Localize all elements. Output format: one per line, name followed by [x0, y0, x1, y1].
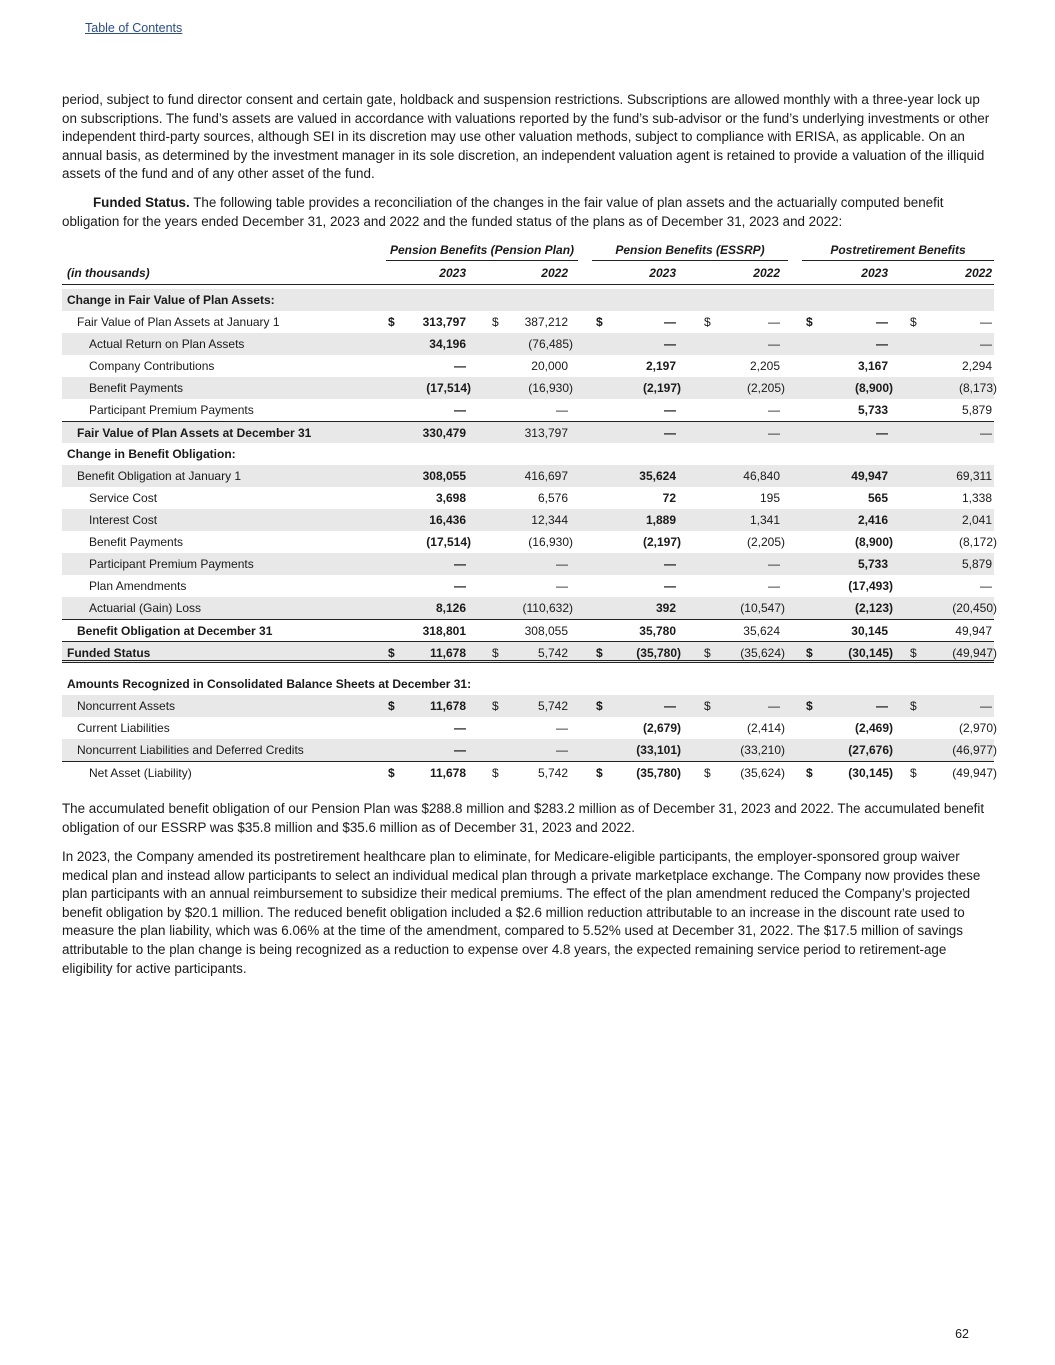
row-label: Noncurrent Assets	[77, 699, 176, 713]
table-cell: —	[556, 403, 568, 417]
table-cell: (35,624)	[740, 766, 785, 780]
table-cell: 387,212	[524, 315, 568, 329]
currency-symbol: $	[388, 766, 395, 780]
currency-symbol: $	[910, 766, 917, 780]
table-row	[62, 399, 994, 421]
table-cell: 8,126	[435, 601, 466, 615]
table-cell: 195	[759, 491, 780, 505]
table-cell: —	[664, 315, 676, 329]
row-label: Interest Cost	[89, 513, 158, 527]
table-cell: —	[454, 743, 466, 757]
row-label: Participant Premium Payments	[89, 403, 254, 417]
funded-status-table	[62, 241, 997, 783]
currency-symbol: $	[596, 699, 603, 713]
row-label: Actual Return on Plan Assets	[89, 337, 245, 351]
row-label: Fair Value of Plan Assets at December 31	[77, 426, 312, 440]
table-row	[62, 465, 994, 487]
table-cell: (16,930)	[528, 381, 573, 395]
table-cell: 5,742	[537, 766, 568, 780]
table-cell: 5,879	[961, 403, 992, 417]
table-cell: 12,344	[531, 513, 568, 527]
currency-symbol: $	[704, 766, 711, 780]
row-label: Fair Value of Plan Assets at January 1	[77, 315, 280, 329]
table-cell: 416,697	[524, 469, 568, 483]
table-cell: (8,900)	[854, 535, 893, 549]
table-row	[62, 761, 997, 783]
table-row	[62, 695, 994, 717]
table-cell: (33,210)	[740, 743, 785, 757]
table-cell: 11,678	[429, 699, 466, 713]
row-label: Funded Status	[67, 646, 151, 660]
table-cell: (2,679)	[642, 721, 681, 735]
row-label: Change in Fair Value of Plan Assets:	[67, 293, 275, 307]
row-label: Amounts Recognized in Consolidated Balance Sheets at December 31:	[67, 677, 472, 691]
table-cell: 16,436	[429, 513, 466, 527]
table-cell: —	[876, 315, 888, 329]
currency-symbol: $	[704, 315, 711, 329]
table-cell: —	[664, 699, 676, 713]
table-row	[62, 487, 994, 509]
table-row	[62, 333, 994, 355]
table-cell: 392	[655, 601, 676, 615]
table-cell: (2,205)	[746, 381, 785, 395]
table-cell: —	[556, 743, 568, 757]
currency-symbol: $	[806, 315, 813, 329]
row-label: Noncurrent Liabilities and Deferred Credits	[77, 743, 304, 757]
table-cell: 5,733	[857, 403, 888, 417]
section-header-row	[62, 443, 994, 465]
table-cell: (2,205)	[746, 535, 785, 549]
row-label: Current Liabilities	[77, 721, 170, 735]
intro-paragraph: period, subject to fund director consent and certain gate, holdback and suspension restrictions. Subscriptions are allowed monthly with a three-year lock up on subscriptions. The fund’s assets are valued in accordance with valuations reported by the fund’s sub-advisor or the fund’s underlying investments or other independent third-party sources, although SEI in its discretion may use other valuation methods, subject to compliance with ERISA, as applicable. On an annual basis, as determined by the investment manager in its sole discretion, an independent valuation agent is retained to provide a valuation of the illiquid assets of the fund and of any other asset of the fund.	[62, 92, 990, 182]
table-cell: (33,101)	[636, 743, 681, 757]
table-cell: 308,055	[422, 469, 466, 483]
table-cell: 49,947	[955, 624, 992, 638]
table-cell: —	[980, 337, 992, 351]
table-cell: 30,145	[851, 624, 888, 638]
table-cell: —	[980, 699, 992, 713]
currency-symbol: $	[388, 315, 395, 329]
table-cell: —	[768, 579, 780, 593]
table-cell: (30,145)	[848, 646, 893, 660]
table-cell: —	[454, 557, 466, 571]
row-label: Change in Benefit Obligation:	[67, 447, 236, 461]
table-cell: 34,196	[429, 337, 466, 351]
table-row	[62, 641, 997, 663]
table-cell: —	[768, 403, 780, 417]
table-cell: 11,678	[429, 646, 466, 660]
table-cell: (8,900)	[854, 381, 893, 395]
table-row	[62, 553, 994, 575]
table-cell: —	[454, 721, 466, 735]
currency-symbol: $	[492, 315, 499, 329]
table-row	[62, 739, 997, 761]
table-cell: 2,294	[961, 359, 992, 373]
table-cell: —	[664, 557, 676, 571]
table-cell: (17,514)	[426, 381, 471, 395]
table-cell: (16,930)	[528, 535, 573, 549]
table-cell: 5,733	[857, 557, 888, 571]
table-cell: (27,676)	[848, 743, 893, 757]
row-label: Net Asset (Liability)	[89, 766, 192, 780]
funded-status-text: The following table provides a reconciliation of the changes in the fair value of plan assets and the actuarially computed benefit obligation for the years ended December 31, 2023 and 2022 and the funded status of the plans as of December 31, 2023 and 2022:	[62, 195, 944, 229]
table-cell: —	[768, 337, 780, 351]
table-cell: 72	[662, 491, 676, 505]
table-group-header	[62, 241, 994, 261]
table-cell: (20,450)	[952, 601, 997, 615]
currency-symbol: $	[806, 699, 813, 713]
section-header-row	[62, 673, 994, 695]
table-cell: —	[556, 579, 568, 593]
table-cell: (49,947)	[952, 646, 997, 660]
row-label: Actuarial (Gain) Loss	[89, 601, 202, 615]
row-label: Plan Amendments	[89, 579, 187, 593]
table-cell: —	[876, 337, 888, 351]
table-cell: 6,576	[537, 491, 568, 505]
table-cell: —	[980, 579, 992, 593]
table-cell: (2,197)	[642, 381, 681, 395]
table-cell: (110,632)	[522, 601, 573, 615]
year-header: 2023	[439, 266, 466, 280]
table-row	[62, 531, 997, 553]
table-cell: (46,977)	[952, 743, 997, 757]
table-cell: 2,205	[749, 359, 780, 373]
table-cell: (8,172)	[958, 535, 997, 549]
group-header-postretirement: Postretirement Benefits	[802, 241, 994, 261]
table-cell: 35,780	[639, 624, 676, 638]
table-cell: 1,889	[645, 513, 676, 527]
currency-symbol: $	[910, 315, 917, 329]
row-label: Benefit Payments	[89, 381, 184, 395]
table-cell: (2,414)	[746, 721, 785, 735]
currency-symbol: $	[806, 646, 813, 660]
table-cell: 2,197	[645, 359, 676, 373]
table-cell: —	[664, 403, 676, 417]
table-cell: (10,547)	[740, 601, 785, 615]
units-label: (in thousands)	[67, 266, 150, 280]
table-cell: (35,780)	[636, 766, 681, 780]
table-spacer	[62, 663, 994, 673]
year-header: 2023	[861, 266, 888, 280]
table-cell: 308,055	[524, 624, 568, 638]
row-label: Company Contributions	[89, 359, 215, 373]
table-cell: —	[876, 426, 888, 440]
table-cell: —	[664, 426, 676, 440]
table-cell: (17,493)	[848, 579, 893, 593]
currency-symbol: $	[492, 766, 499, 780]
table-cell: 318,801	[422, 624, 466, 638]
table-cell: 5,742	[537, 699, 568, 713]
table-cell: (35,624)	[740, 646, 785, 660]
row-label: Benefit Obligation at January 1	[77, 469, 242, 483]
currency-symbol: $	[910, 646, 917, 660]
table-cell: —	[768, 557, 780, 571]
currency-symbol: $	[704, 646, 711, 660]
table-cell: (8,173)	[958, 381, 997, 395]
table-cell: (76,485)	[528, 337, 573, 351]
table-cell: 313,797	[422, 315, 466, 329]
table-row	[62, 717, 997, 739]
table-cell: 46,840	[743, 469, 780, 483]
table-cell: —	[454, 403, 466, 417]
table-row	[62, 509, 994, 531]
group-header-pension-plan: Pension Benefits (Pension Plan)	[386, 241, 578, 261]
accumulated-benefit-paragraph: The accumulated benefit obligation of our Pension Plan was $288.8 million and $283.2 million as of December 31, 2023 and 2022. The accumulated benefit obligation of our ESSRP was $35.8 million and $35.6 million as of December 31, 2023 and 2022.	[62, 801, 985, 835]
table-cell: (2,197)	[642, 535, 681, 549]
table-cell: (2,469)	[854, 721, 893, 735]
group-header-essrp: Pension Benefits (ESSRP)	[592, 241, 788, 261]
table-cell: 20,000	[531, 359, 568, 373]
year-header: 2022	[753, 266, 780, 280]
table-cell: 5,879	[961, 557, 992, 571]
currency-symbol: $	[596, 766, 603, 780]
year-header: 2023	[649, 266, 676, 280]
row-label: Benefit Obligation at December 31	[77, 624, 273, 638]
currency-symbol: $	[388, 646, 395, 660]
table-cell: —	[980, 426, 992, 440]
table-body	[62, 289, 997, 783]
table-cell: —	[768, 315, 780, 329]
table-year-header	[62, 261, 994, 285]
currency-symbol: $	[910, 699, 917, 713]
currency-symbol: $	[492, 699, 499, 713]
table-cell: (2,970)	[958, 721, 997, 735]
page-number: 62	[955, 1327, 969, 1341]
table-row	[62, 597, 997, 619]
table-cell: 35,624	[639, 469, 676, 483]
table-cell: (17,514)	[426, 535, 471, 549]
table-cell: —	[876, 699, 888, 713]
table-row	[62, 421, 994, 443]
currency-symbol: $	[806, 766, 813, 780]
table-cell: —	[768, 426, 780, 440]
section-header-row	[62, 289, 994, 311]
currency-symbol: $	[596, 646, 603, 660]
year-header: 2022	[965, 266, 992, 280]
table-cell: —	[556, 557, 568, 571]
table-row	[62, 377, 997, 399]
table-cell: —	[664, 337, 676, 351]
table-of-contents-link[interactable]: Table of Contents	[85, 21, 183, 35]
table-cell: 1,338	[961, 491, 992, 505]
table-cell: 3,698	[435, 491, 466, 505]
currency-symbol: $	[492, 646, 499, 660]
table-cell: 49,947	[851, 469, 888, 483]
row-label: Participant Premium Payments	[89, 557, 254, 571]
table-cell: —	[454, 359, 466, 373]
table-cell: 11,678	[429, 766, 466, 780]
table-cell: (35,780)	[636, 646, 681, 660]
table-cell: 35,624	[743, 624, 780, 638]
table-cell: 330,479	[422, 426, 466, 440]
table-cell: 565	[867, 491, 888, 505]
funded-status-paragraph	[62, 194, 996, 231]
plan-amendment-paragraph: In 2023, the Company amended its postretirement healthcare plan to eliminate, for Medicare-eligible participants, the employer-sponsored group waiver medical plan and instead allow participants to select an individual medical plan through a private marketplace exchange. The Company now provides these plan participants with an annual reimbursement to subsidize their medical premiums. The effect of the plan amendment reduced the Company’s projected benefit obligation by $20.1 million. The reduced benefit obligation included a $2.6 million reduction attributable to an increase in the discount rate used to measure the plan liability, which was 6.06% at the time of the amendment, compared to 5.52% used at December 31, 2022. The $17.5 million of savings attributable to the plan change is being recognized as a reduction to expense over 4.8 years, the expected remaining service period to retirement-age eligibility for active participants.	[62, 849, 981, 976]
row-label: Benefit Payments	[89, 535, 184, 549]
table-cell: —	[454, 579, 466, 593]
table-cell: 1,341	[749, 513, 780, 527]
table-cell: (49,947)	[952, 766, 997, 780]
currency-symbol: $	[388, 699, 395, 713]
table-row	[62, 311, 994, 333]
currency-symbol: $	[596, 315, 603, 329]
table-cell: 2,416	[857, 513, 888, 527]
table-cell: 313,797	[524, 426, 568, 440]
currency-symbol: $	[704, 699, 711, 713]
table-cell: 3,167	[857, 359, 888, 373]
year-header: 2022	[541, 266, 568, 280]
table-cell: —	[768, 699, 780, 713]
table-cell: 5,742	[537, 646, 568, 660]
table-cell: (30,145)	[848, 766, 893, 780]
table-cell: 69,311	[956, 469, 992, 483]
table-row	[62, 575, 994, 597]
table-cell: —	[556, 721, 568, 735]
table-cell: —	[980, 315, 992, 329]
table-row	[62, 619, 994, 641]
table-cell: (2,123)	[854, 601, 893, 615]
table-cell: —	[664, 579, 676, 593]
row-label: Service Cost	[89, 491, 158, 505]
table-cell: 2,041	[961, 513, 992, 527]
table-row	[62, 355, 994, 377]
funded-status-heading: Funded Status.	[93, 195, 190, 210]
